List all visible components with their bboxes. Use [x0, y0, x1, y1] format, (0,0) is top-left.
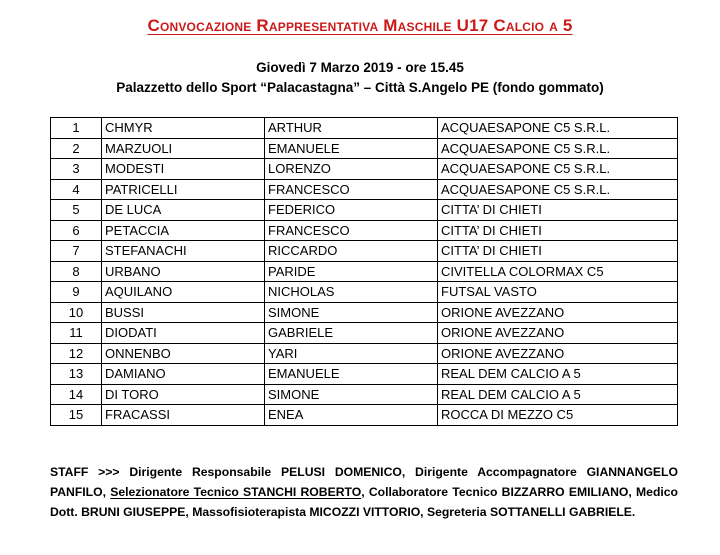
player-surname: BUSSI: [102, 302, 265, 323]
staff-text-part2: , Collaboratore Tecnico BIZZARRO EMILIANO, Medico Dott. BRUNI GIUSEPPE, Massofisioterapista MICOZZI VITTORIO, Segreteria SOTTANELLI GABRIELE.: [50, 485, 678, 519]
player-firstname: RICCARDO: [265, 241, 438, 262]
table-row: [51, 138, 678, 159]
player-club: ACQUAESAPONE C5 S.R.L.: [438, 118, 678, 139]
table-row: [51, 118, 678, 139]
table-row: [51, 323, 678, 344]
player-firstname: PARIDE: [265, 261, 438, 282]
player-firstname: SIMONE: [265, 302, 438, 323]
player-surname: FRACASSI: [102, 405, 265, 426]
player-firstname: LORENZO: [265, 159, 438, 180]
player-club: CITTA’ DI CHIETI: [438, 220, 678, 241]
player-club: FUTSAL VASTO: [438, 282, 678, 303]
player-number: 12: [51, 343, 102, 364]
player-number: 9: [51, 282, 102, 303]
player-surname: PETACCIA: [102, 220, 265, 241]
player-number: 4: [51, 179, 102, 200]
player-number: 5: [51, 200, 102, 221]
date-line: Giovedì 7 Marzo 2019 - ore 15.45: [256, 60, 464, 75]
player-firstname: ENEA: [265, 405, 438, 426]
table-row: [51, 261, 678, 282]
player-number: 6: [51, 220, 102, 241]
player-number: 3: [51, 159, 102, 180]
table-row: [51, 364, 678, 385]
staff-text-part1: STAFF >>> Dirigente Responsabile PELUSI DOMENICO, Dirigente Accompagnatore GIANNANGELO PANFILO,: [50, 465, 678, 499]
staff-text-underlined: Selezionatore Tecnico STANCHI ROBERTO: [110, 485, 362, 499]
player-club: ROCCA DI MEZZO C5: [438, 405, 678, 426]
player-surname: DIODATI: [102, 323, 265, 344]
player-number: 13: [51, 364, 102, 385]
player-number: 1: [51, 118, 102, 139]
player-firstname: EMANUELE: [265, 138, 438, 159]
player-firstname: ARTHUR: [265, 118, 438, 139]
player-firstname: FRANCESCO: [265, 220, 438, 241]
player-club: CITTA’ DI CHIETI: [438, 241, 678, 262]
player-firstname: FEDERICO: [265, 200, 438, 221]
player-club: CITTA’ DI CHIETI: [438, 200, 678, 221]
table-row: [51, 384, 678, 405]
player-surname: AQUILANO: [102, 282, 265, 303]
player-firstname: NICHOLAS: [265, 282, 438, 303]
player-number: 14: [51, 384, 102, 405]
player-firstname: YARI: [265, 343, 438, 364]
venue-line: Palazzetto dello Sport “Palacastagna” – Città S.Angelo PE (fondo gommato): [116, 80, 604, 95]
player-firstname: SIMONE: [265, 384, 438, 405]
player-club: ACQUAESAPONE C5 S.R.L.: [438, 138, 678, 159]
player-surname: CHMYR: [102, 118, 265, 139]
player-surname: DAMIANO: [102, 364, 265, 385]
table-row: [51, 200, 678, 221]
table-row: [51, 159, 678, 180]
player-firstname: EMANUELE: [265, 364, 438, 385]
player-number: 7: [51, 241, 102, 262]
roster-table: [50, 117, 678, 426]
player-surname: PATRICELLI: [102, 179, 265, 200]
table-row: [51, 343, 678, 364]
player-surname: ONNENBO: [102, 343, 265, 364]
player-firstname: FRANCESCO: [265, 179, 438, 200]
staff-paragraph: [50, 462, 678, 522]
player-club: ORIONE AVEZZANO: [438, 323, 678, 344]
player-surname: STEFANACHI: [102, 241, 265, 262]
player-surname: MARZUOLI: [102, 138, 265, 159]
player-club: ORIONE AVEZZANO: [438, 343, 678, 364]
player-surname: MODESTI: [102, 159, 265, 180]
player-number: 10: [51, 302, 102, 323]
player-club: ACQUAESAPONE C5 S.R.L.: [438, 179, 678, 200]
player-surname: DE LUCA: [102, 200, 265, 221]
table-row: [51, 302, 678, 323]
player-number: 2: [51, 138, 102, 159]
table-row: [51, 179, 678, 200]
document-title: Convocazione Rappresentativa Maschile U17 Calcio a 5: [147, 16, 573, 35]
table-row: [51, 405, 678, 426]
table-row: [51, 282, 678, 303]
player-club: ACQUAESAPONE C5 S.R.L.: [438, 159, 678, 180]
player-club: ORIONE AVEZZANO: [438, 302, 678, 323]
player-club: REAL DEM CALCIO A 5: [438, 364, 678, 385]
player-club: REAL DEM CALCIO A 5: [438, 384, 678, 405]
player-number: 15: [51, 405, 102, 426]
player-surname: URBANO: [102, 261, 265, 282]
player-club: CIVITELLA COLORMAX C5: [438, 261, 678, 282]
player-firstname: GABRIELE: [265, 323, 438, 344]
player-surname: DI TORO: [102, 384, 265, 405]
player-number: 11: [51, 323, 102, 344]
player-number: 8: [51, 261, 102, 282]
table-row: [51, 220, 678, 241]
table-row: [51, 241, 678, 262]
